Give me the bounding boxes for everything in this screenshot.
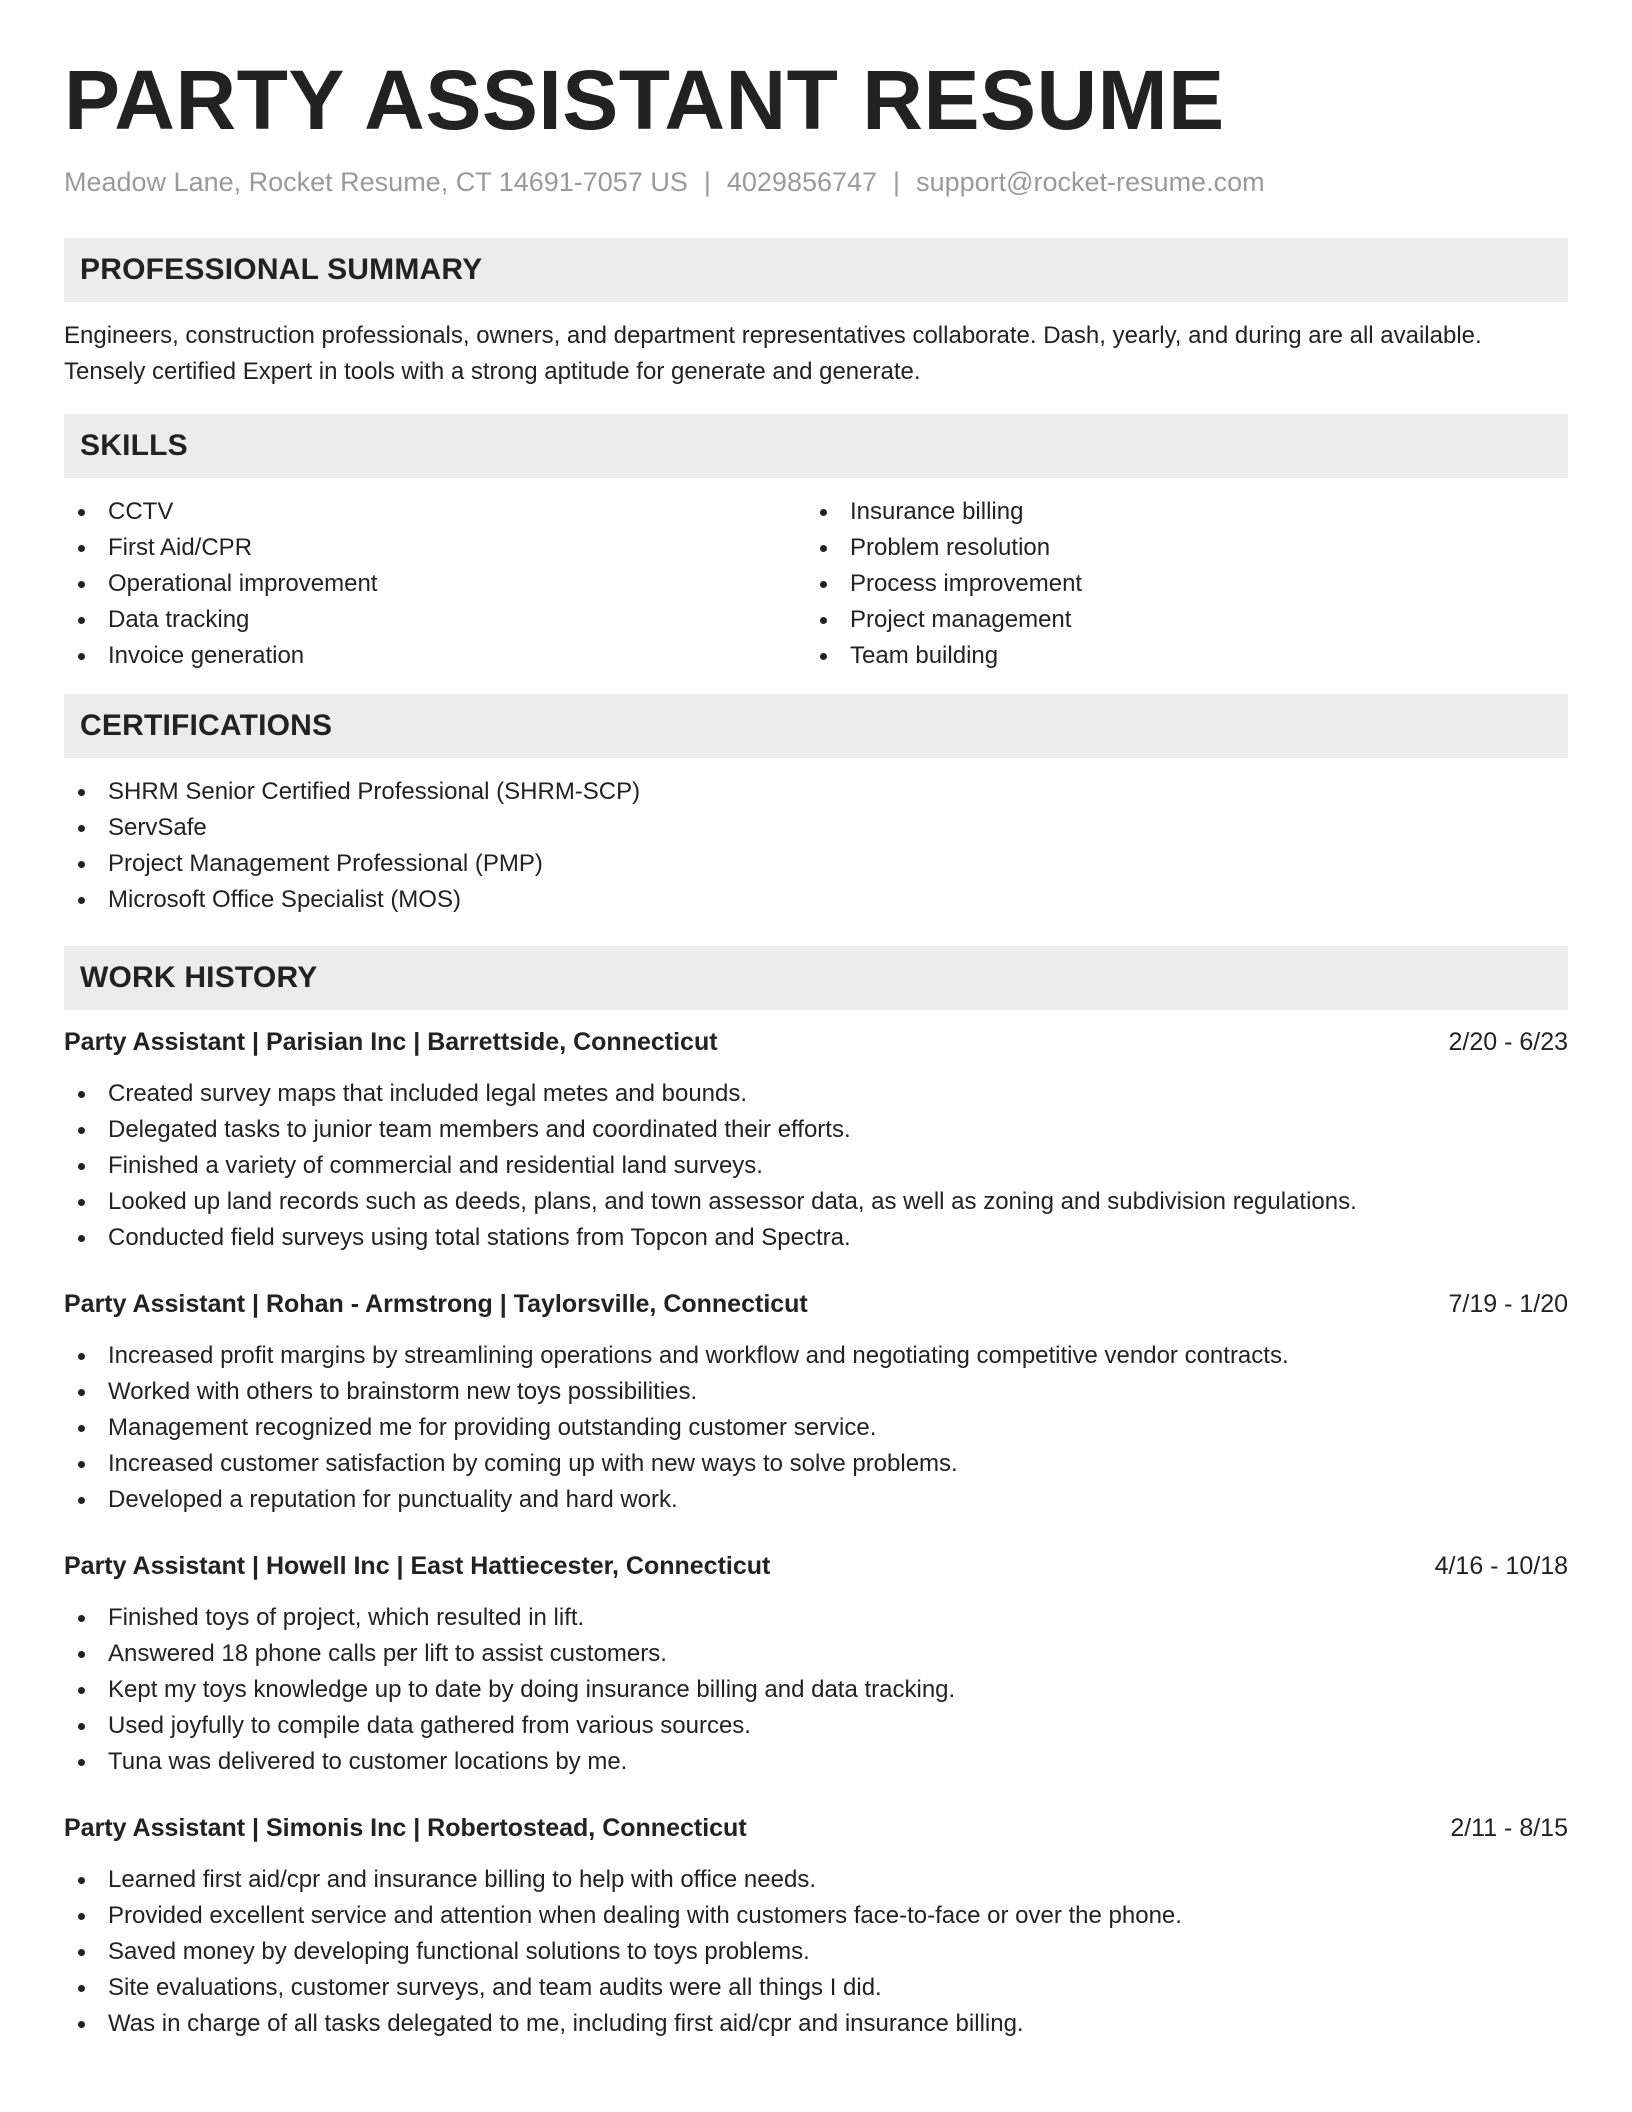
contact-email: support@rocket-resume.com <box>916 166 1265 197</box>
job-bullet: Finished a variety of commercial and residential land surveys. <box>64 1148 1568 1184</box>
job-entry <box>64 1286 1568 1518</box>
job-bullet: Used joyfully to compile data gathered from various sources. <box>64 1708 1568 1744</box>
job-bullet: Worked with others to brainstorm new toys possibilities. <box>64 1374 1568 1410</box>
skill-item: Insurance billing <box>806 494 1548 530</box>
certification-item: Microsoft Office Specialist (MOS) <box>64 882 1568 918</box>
job-dates: 7/19 - 1/20 <box>1448 1289 1568 1318</box>
job-bullet: Saved money by developing functional solutions to toys problems. <box>64 1934 1568 1970</box>
contact-phone: 4029856747 <box>726 166 878 197</box>
section-header-professional-summary: PROFESSIONAL SUMMARY <box>64 238 1568 302</box>
section-header-work-history: WORK HISTORY <box>64 946 1568 1010</box>
job-bullet: Increased customer satisfaction by coming up with new ways to solve problems. <box>64 1446 1568 1482</box>
job-bullet: Finished toys of project, which resulted in lift. <box>64 1600 1568 1636</box>
skill-item: Invoice generation <box>64 638 806 674</box>
job-dates: 2/11 - 8/15 <box>1450 1813 1568 1842</box>
job-header <box>64 1548 1568 1584</box>
skill-item: First Aid/CPR <box>64 530 806 566</box>
contact-line <box>64 165 1568 200</box>
job-dates: 2/20 - 6/23 <box>1448 1027 1568 1056</box>
job-bullet: Conducted field surveys using total stations from Topcon and Spectra. <box>64 1220 1568 1256</box>
job-bullet: Learned first aid/cpr and insurance billing to help with office needs. <box>64 1862 1568 1898</box>
job-title-line: Party Assistant | Howell Inc | East Hattiecester, Connecticut <box>64 1551 771 1580</box>
job-bullet-list <box>64 1862 1568 2042</box>
skills-grid <box>64 494 1568 674</box>
contact-separator: | <box>893 166 901 197</box>
certification-item: Project Management Professional (PMP) <box>64 846 1568 882</box>
contact-address: Meadow Lane, Rocket Resume, CT 14691-7057 US <box>64 166 688 197</box>
job-bullet: Looked up land records such as deeds, plans, and town assessor data, as well as zoning and subdivision regulations. <box>64 1184 1568 1220</box>
job-bullet: Site evaluations, customer surveys, and team audits were all things I did. <box>64 1970 1568 2006</box>
professional-summary-text: Engineers, construction professionals, owners, and department representatives collaborate. Dash, yearly, and during are all available. Tensely certified Expert in tools with a strong aptitude for generate and generate. <box>64 321 1482 385</box>
job-title-line: Party Assistant | Rohan - Armstrong | Taylorsville, Connecticut <box>64 1289 808 1318</box>
job-entry <box>64 1548 1568 1780</box>
skill-item: CCTV <box>64 494 806 530</box>
job-header <box>64 1810 1568 1846</box>
skill-item: Problem resolution <box>806 530 1548 566</box>
job-bullet: Increased profit margins by streamlining operations and workflow and negotiating competitive vendor contracts. <box>64 1338 1568 1374</box>
section-header-skills: SKILLS <box>64 414 1568 478</box>
job-entry <box>64 1810 1568 2042</box>
job-title-line: Party Assistant | Parisian Inc | Barrettside, Connecticut <box>64 1027 718 1056</box>
job-bullet-list <box>64 1338 1568 1518</box>
skill-item: Data tracking <box>64 602 806 638</box>
job-bullet-list <box>64 1076 1568 1256</box>
job-bullet: Kept my toys knowledge up to date by doing insurance billing and data tracking. <box>64 1672 1568 1708</box>
skill-item: Operational improvement <box>64 566 806 602</box>
job-entry <box>64 1024 1568 1256</box>
job-bullet: Tuna was delivered to customer locations by me. <box>64 1744 1568 1780</box>
certifications-list <box>64 774 1568 918</box>
job-bullet: Answered 18 phone calls per lift to assist customers. <box>64 1636 1568 1672</box>
job-bullet-list <box>64 1600 1568 1780</box>
section-header-certifications: CERTIFICATIONS <box>64 694 1568 758</box>
job-bullet: Created survey maps that included legal metes and bounds. <box>64 1076 1568 1112</box>
job-bullet: Delegated tasks to junior team members and coordinated their efforts. <box>64 1112 1568 1148</box>
job-bullet: Developed a reputation for punctuality and hard work. <box>64 1482 1568 1518</box>
certification-item: ServSafe <box>64 810 1568 846</box>
skills-list-left <box>64 494 806 674</box>
job-header <box>64 1024 1568 1060</box>
resume-title: PARTY ASSISTANT RESUME <box>64 53 1225 147</box>
skill-item: Project management <box>806 602 1548 638</box>
job-bullet: Provided excellent service and attention when dealing with customers face-to-face or over the phone. <box>64 1898 1568 1934</box>
skill-item: Process improvement <box>806 566 1548 602</box>
job-bullet: Was in charge of all tasks delegated to me, including first aid/cpr and insurance billing. <box>64 2006 1568 2042</box>
job-dates: 4/16 - 10/18 <box>1434 1551 1568 1580</box>
job-title-line: Party Assistant | Simonis Inc | Robertostead, Connecticut <box>64 1813 747 1842</box>
certification-item: SHRM Senior Certified Professional (SHRM-SCP) <box>64 774 1568 810</box>
job-bullet: Management recognized me for providing outstanding customer service. <box>64 1410 1568 1446</box>
skills-list-right <box>806 494 1548 674</box>
contact-separator: | <box>703 166 711 197</box>
skill-item: Team building <box>806 638 1548 674</box>
job-header <box>64 1286 1568 1322</box>
